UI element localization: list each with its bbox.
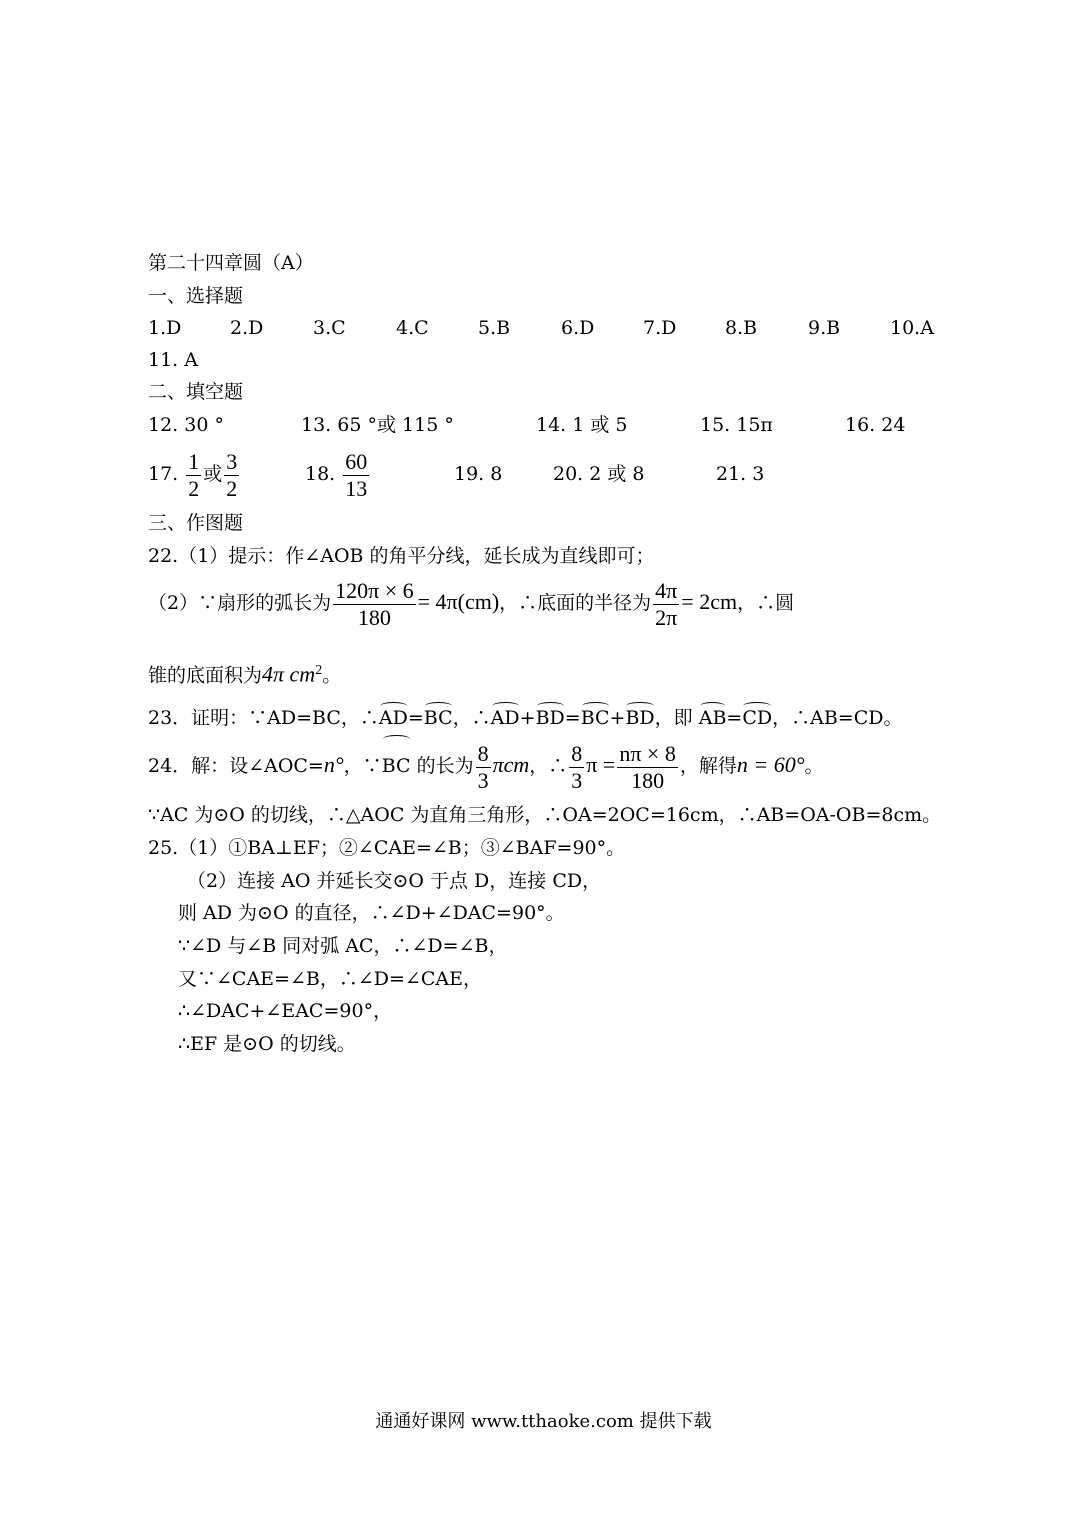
q17-fraction-2-den: 2 bbox=[226, 475, 238, 501]
page-footer: 通通好课网 www.tthaoke.com 提供下载 bbox=[375, 1411, 712, 1432]
q22-part-2 bbox=[148, 574, 794, 631]
q25-proof-line: ∴∠DAC+∠EAC=90°， bbox=[178, 1000, 393, 1022]
section-fill-heading: 二、填空题 bbox=[148, 381, 244, 403]
q25-proof-line: （2）连接 AO 并延长交⊙O 于点 D，连接 CD， bbox=[187, 870, 602, 892]
q23-text: ，∴ bbox=[452, 707, 491, 729]
q23-text: ，即 bbox=[654, 707, 699, 729]
q22-part-3 bbox=[148, 658, 341, 688]
q23-text: = bbox=[726, 707, 743, 729]
q24-variable: n° bbox=[323, 752, 344, 777]
q22-text: 锥的底面积为 bbox=[148, 664, 263, 687]
choice-answer: 9.B bbox=[808, 317, 841, 339]
q25-part-1: 25.（1）①BA⊥EF；②∠CAE=∠B；③∠BAF=90°。 bbox=[148, 837, 626, 859]
q17-fraction-2-num: 3 bbox=[226, 448, 238, 474]
q22-fraction-1-den: 180 bbox=[357, 604, 391, 630]
q17-fraction-2 bbox=[224, 450, 239, 501]
q17-fraction-1 bbox=[186, 450, 201, 501]
arc-label: AD bbox=[490, 707, 520, 729]
arc-label: BC bbox=[382, 738, 411, 794]
fill-answer-17 bbox=[148, 446, 241, 502]
q22-equation-1: = 4π(cm) bbox=[417, 589, 500, 614]
q23-text: ，∴AB=CD。 bbox=[772, 707, 903, 729]
q22-fraction-2-num: 4π bbox=[655, 577, 678, 603]
q22-fraction-2 bbox=[653, 579, 679, 630]
q24-solution bbox=[148, 737, 824, 794]
q23-text: + bbox=[609, 707, 626, 729]
q22-text: ，∴圆 bbox=[737, 592, 795, 614]
q23-text: + bbox=[519, 707, 536, 729]
choice-answer: 11. A bbox=[148, 349, 198, 371]
q24-fraction-3 bbox=[617, 742, 678, 793]
choice-answer: 5.B bbox=[478, 317, 511, 339]
q24-result: n = 60° bbox=[736, 752, 805, 777]
choice-answer: 7.D bbox=[643, 317, 677, 339]
q22-equation-2: = 2cm bbox=[681, 589, 738, 614]
q25-proof-line: ∵∠D 与∠B 同对弧 AC，∴∠D=∠B， bbox=[178, 935, 508, 957]
q22-part-1: 22.（1）提示：作∠AOB 的角平分线，延长成为直线即可； bbox=[148, 545, 655, 567]
q18-fraction-num: 60 bbox=[345, 448, 368, 474]
q24-fraction-1-den: 3 bbox=[477, 767, 489, 793]
fill-answer: 13. 65 °或 115 ° bbox=[301, 414, 454, 436]
q25-proof-line: ∴EF 是⊙O 的切线。 bbox=[178, 1033, 356, 1055]
q22-fraction-2-den: 2π bbox=[655, 604, 678, 630]
arc-label: AB bbox=[698, 707, 727, 729]
q24-text: ，∵ bbox=[343, 755, 382, 777]
section-draw-heading: 三、作图题 bbox=[148, 512, 244, 534]
q24-text: ，解得 bbox=[679, 755, 737, 777]
q24-text: 的长为 bbox=[410, 755, 474, 777]
arc-label: BC bbox=[580, 707, 610, 729]
q17-label: 17. bbox=[148, 463, 179, 485]
q24-fraction-2-den: 3 bbox=[571, 767, 583, 793]
q24-fraction-2-num: 8 bbox=[571, 740, 583, 766]
fill-answer: 14. 1 或 5 bbox=[536, 414, 628, 436]
q24-text: 24．解：设∠AOC= bbox=[148, 755, 324, 777]
fill-answer: 12. 30 ° bbox=[148, 414, 224, 436]
q24-fraction-1-num: 8 bbox=[477, 740, 489, 766]
q18-label: 18. bbox=[305, 463, 336, 485]
q24-text: ，∴ bbox=[529, 755, 568, 777]
q24-length: πcm bbox=[492, 752, 530, 777]
q17-fraction-1-den: 2 bbox=[188, 475, 200, 501]
q22-fraction-1-num: 120π × 6 bbox=[335, 577, 414, 603]
q22-text: 。 bbox=[322, 664, 342, 687]
choice-answer: 1.D bbox=[148, 317, 182, 339]
q24-equation: π = bbox=[586, 752, 616, 777]
q22-text: （2）∵扇形的弧长为 bbox=[148, 592, 332, 614]
choice-answer: 8.B bbox=[725, 317, 758, 339]
q17-fraction-1-num: 1 bbox=[188, 448, 200, 474]
q24-fraction-3-den: 180 bbox=[631, 767, 665, 793]
q17-or: 或 bbox=[203, 463, 223, 485]
q24-fraction-1 bbox=[476, 742, 491, 793]
choice-answer: 2.D bbox=[230, 317, 264, 339]
fill-answer: 21. 3 bbox=[716, 463, 765, 485]
q22-area-exponent: 2 bbox=[315, 663, 323, 678]
q24-line-2: ∵AC 为⊙O 的切线，∴△AOC 为直角三角形，∴OA=2OC=16cm，∴AB=OA-OB=8cm。 bbox=[148, 804, 942, 826]
q24-fraction-2 bbox=[569, 742, 584, 793]
arc-label: BD bbox=[625, 707, 655, 729]
q22-text: ，∴底面的半径为 bbox=[499, 592, 652, 614]
fill-answer: 19. 8 bbox=[454, 463, 503, 485]
q25-proof-line: 又∵∠CAE=∠B，∴∠D=∠CAE， bbox=[178, 968, 482, 990]
q18-fraction-den: 13 bbox=[345, 475, 368, 501]
q22-fraction-1 bbox=[333, 579, 416, 630]
q18-fraction bbox=[343, 450, 369, 501]
fill-answer: 20. 2 或 8 bbox=[553, 463, 645, 485]
q23-text: = bbox=[564, 707, 581, 729]
q24-text: 。 bbox=[804, 755, 824, 777]
fill-answer: 16. 24 bbox=[845, 414, 906, 436]
fill-answer-18 bbox=[305, 446, 371, 502]
q22-area: 4π cm bbox=[262, 661, 316, 687]
choice-answer: 6.D bbox=[561, 317, 595, 339]
choice-answer: 3.C bbox=[313, 317, 346, 339]
q23-text: = bbox=[407, 707, 424, 729]
fill-answer: 15. 15π bbox=[700, 414, 773, 436]
choice-answer: 10.A bbox=[890, 317, 934, 339]
chapter-title: 第二十四章圆（A） bbox=[148, 252, 314, 274]
arc-label: BD bbox=[535, 707, 565, 729]
choice-answer: 4.C bbox=[396, 317, 429, 339]
q23-text: 23．证明：∵AD=BC，∴ bbox=[148, 707, 379, 729]
q25-proof-line: 则 AD 为⊙O 的直径，∴∠D+∠DAC=90°。 bbox=[178, 902, 565, 924]
q24-fraction-3-num: nπ × 8 bbox=[619, 740, 676, 766]
q23-proof bbox=[148, 705, 902, 731]
arc-label: AD bbox=[378, 707, 408, 729]
arc-label: CD bbox=[742, 707, 773, 729]
section-choice-heading: 一、选择题 bbox=[148, 285, 244, 307]
arc-label: BC bbox=[423, 707, 453, 729]
